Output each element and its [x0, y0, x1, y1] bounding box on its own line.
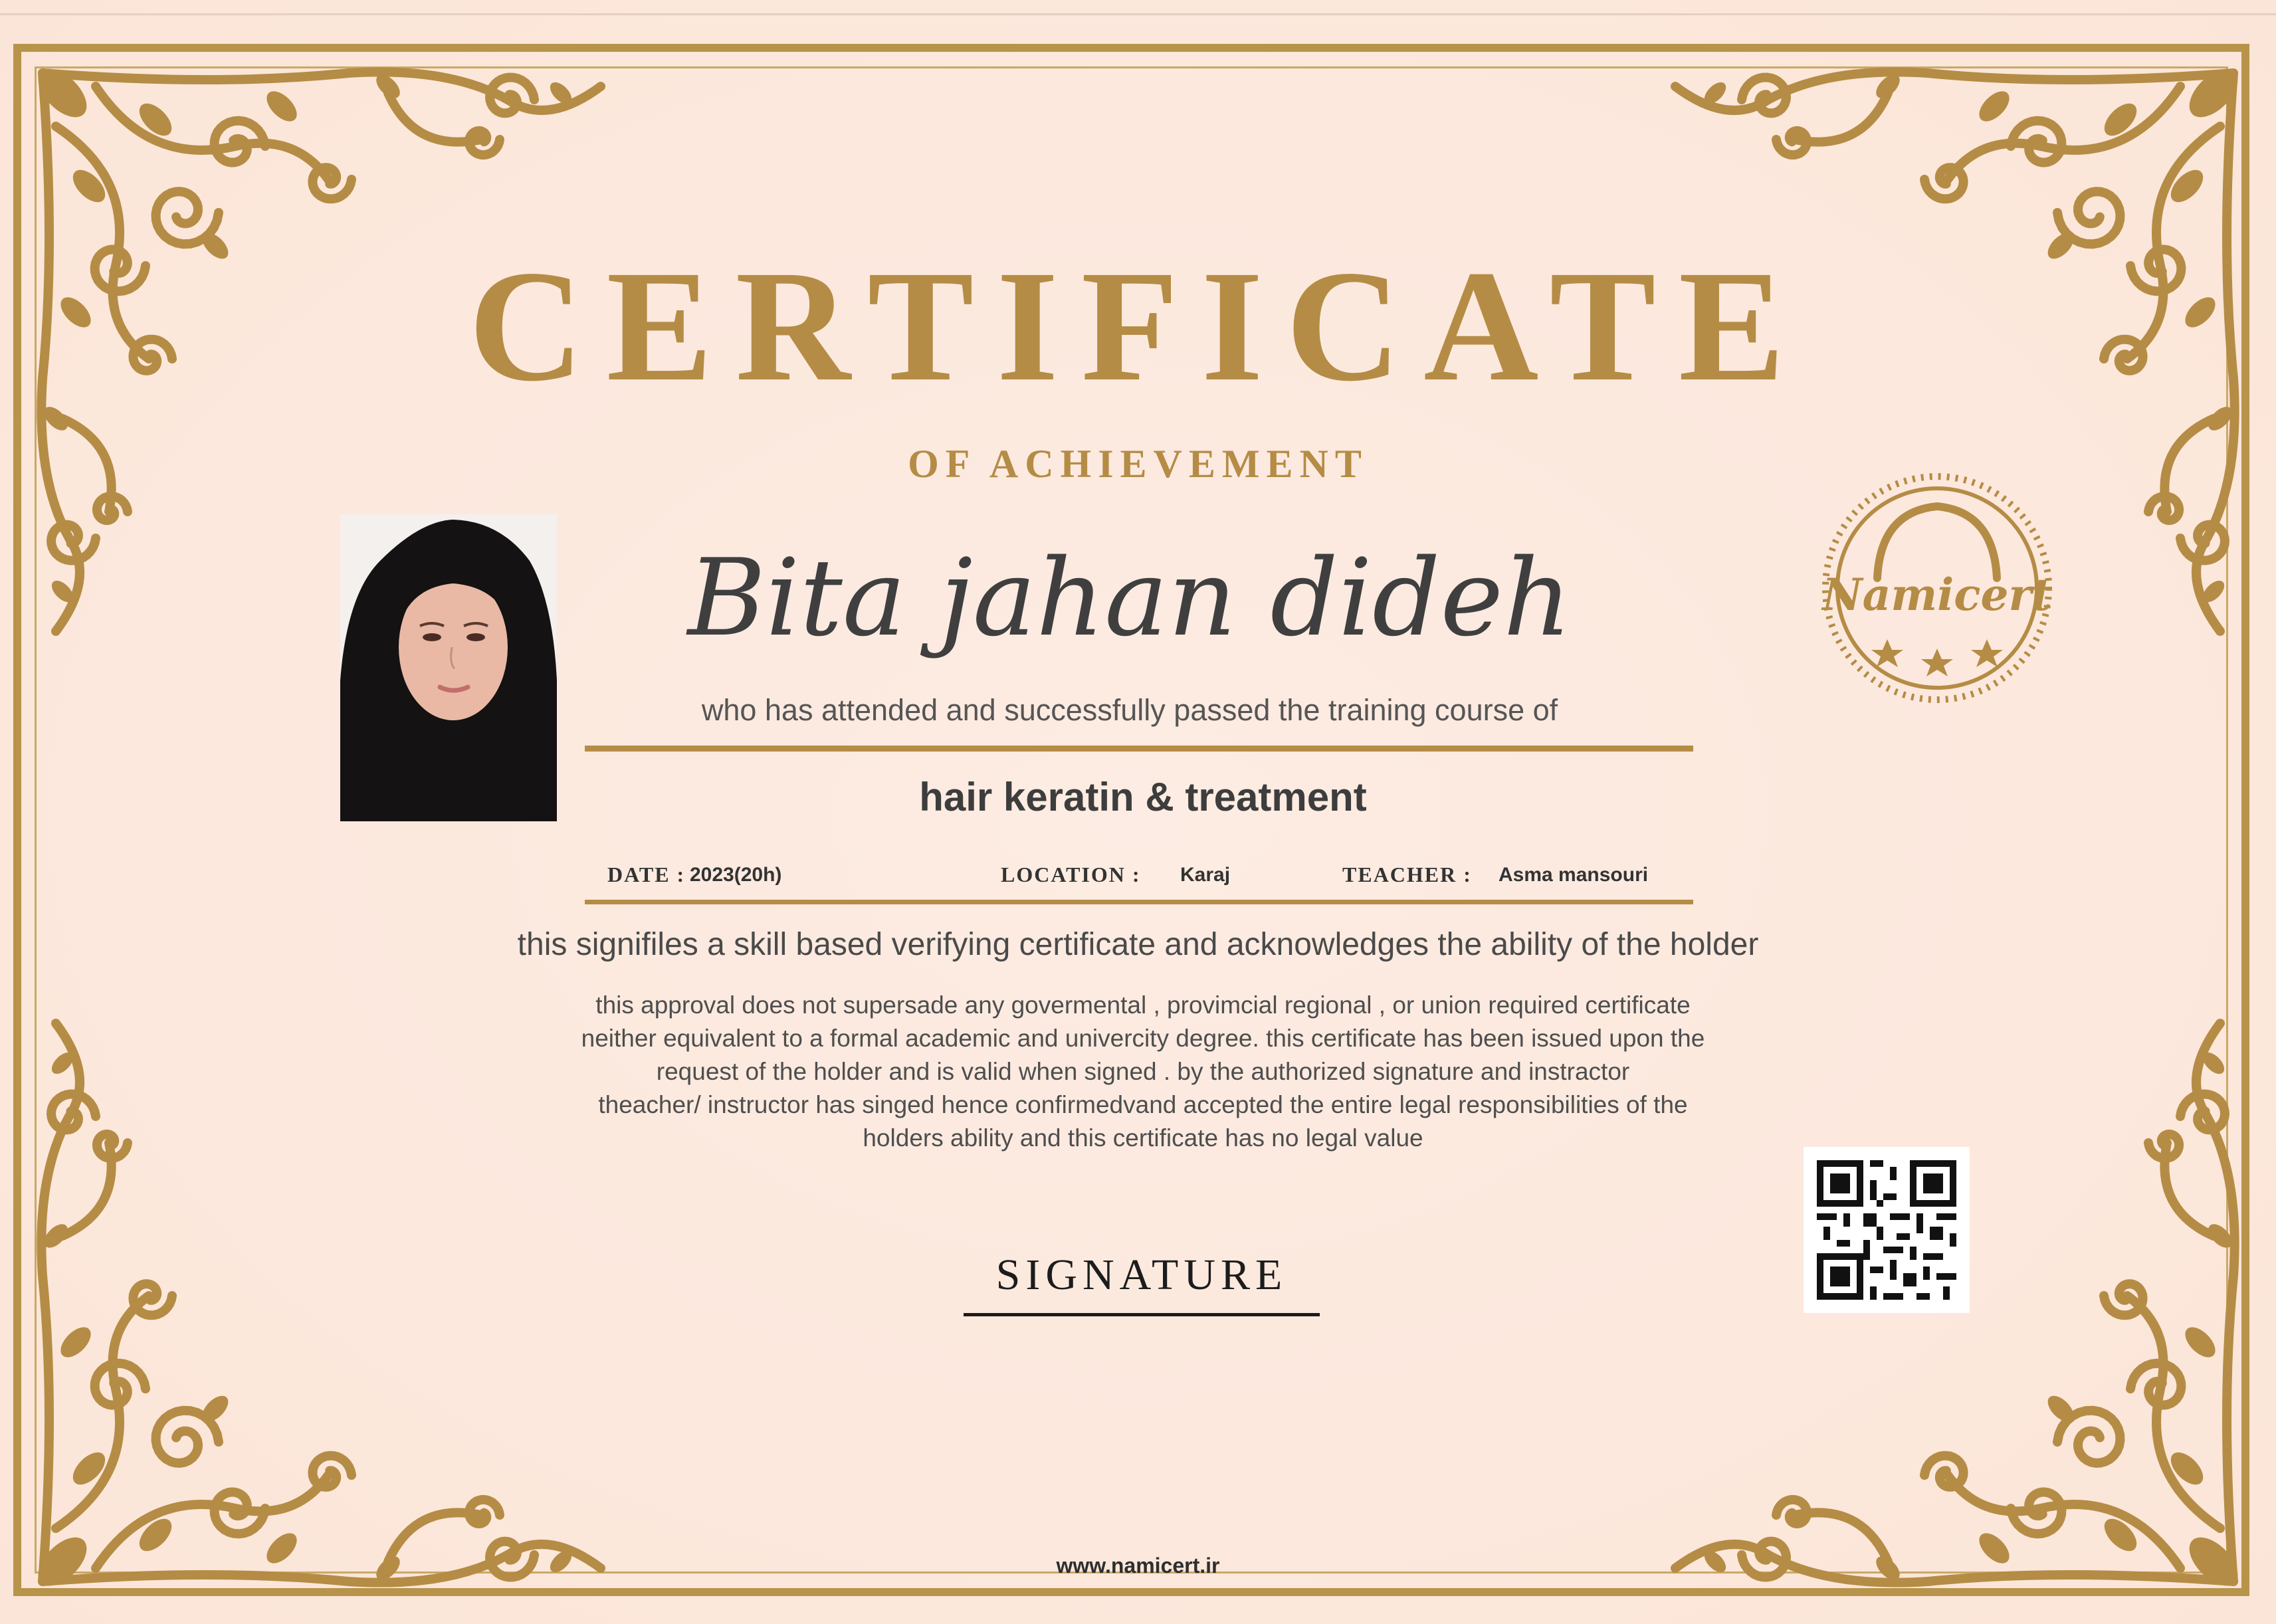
disclaimer-line: holders ability and this certificate has no legal value	[863, 1124, 1423, 1152]
ornament-vine	[1924, 1456, 1964, 1487]
ornament-vine	[1776, 131, 1807, 155]
qr-code[interactable]	[1804, 1147, 1970, 1313]
location-label: LOCATION :	[1001, 863, 1141, 886]
namicert-seal	[1814, 465, 2060, 711]
ornament-vine	[56, 1296, 149, 1528]
ornament-vine	[2148, 1134, 2179, 1158]
ornament-vine	[1776, 1500, 1807, 1524]
date-label: DATE :	[607, 863, 686, 886]
ornament-leaf	[261, 86, 302, 126]
ornament-vine	[469, 1500, 500, 1524]
signifies-text: this signifiles a skill based verifying certificate and acknowledges the ability of the holder	[517, 927, 1759, 962]
ornament-vine	[97, 496, 128, 520]
portrait-icon	[340, 514, 557, 821]
ornament-leaf	[55, 1322, 96, 1362]
ornament-vine	[2130, 1364, 2181, 1405]
date-value: 2023(20h)	[690, 864, 782, 886]
signature-line	[964, 1313, 1320, 1316]
ornament-vine	[95, 1364, 146, 1405]
ornament-vine	[312, 1456, 352, 1487]
ornament-vine	[2127, 1296, 2220, 1528]
ornament-vine	[312, 167, 352, 199]
ornament-leaf	[2180, 1322, 2220, 1362]
teacher-value: Asma mansouri	[1499, 864, 1649, 886]
disclaimer-line: neither equivalent to a formal academic and univercity degree. this certificate has been issued upon the	[581, 1025, 1705, 1052]
signature-label: SIGNATURE	[995, 1251, 1288, 1299]
course-name: hair keratin & treatment	[919, 775, 1367, 819]
ornament-vine	[1924, 167, 1964, 199]
teacher-label: TEACHER :	[1342, 863, 1472, 886]
qr-code-icon	[1804, 1147, 1970, 1313]
name-underline	[585, 746, 1693, 752]
svg-text:Namicert: Namicert	[1822, 569, 2052, 621]
recipient-photo	[340, 514, 557, 821]
ornament-vine	[2148, 496, 2179, 520]
details-underline	[585, 900, 1693, 904]
website-link[interactable]: www.namicert.ir	[1056, 1554, 1220, 1577]
disclaimer-text	[505, 989, 1781, 1155]
top-divider	[0, 13, 2276, 15]
attended-text: who has attended and successfully passed the training course of	[701, 693, 1558, 727]
certificate-subtitle: OF ACHIEVEMENT	[908, 442, 1368, 486]
location-value: Karaj	[1180, 864, 1231, 886]
seal-icon	[1814, 465, 2060, 711]
disclaimer-line: theacher/ instructor has singed hence confirmedvand accepted the entire legal responsibilities of the	[598, 1091, 1688, 1118]
disclaimer-line: this approval does not supersade any govermental , provimcial regional , or union required certificate	[595, 991, 1691, 1019]
disclaimer-line: request of the holder and is valid when signed . by the authorized signature and instractor	[656, 1058, 1630, 1085]
ornament-leaf	[1974, 86, 2014, 126]
ornament-vine	[469, 131, 500, 155]
recipient-name: Bita jahan dideh	[687, 536, 1572, 660]
certificate-title: CERTIFICATE	[468, 237, 1808, 414]
ornament-vine	[97, 1134, 128, 1158]
